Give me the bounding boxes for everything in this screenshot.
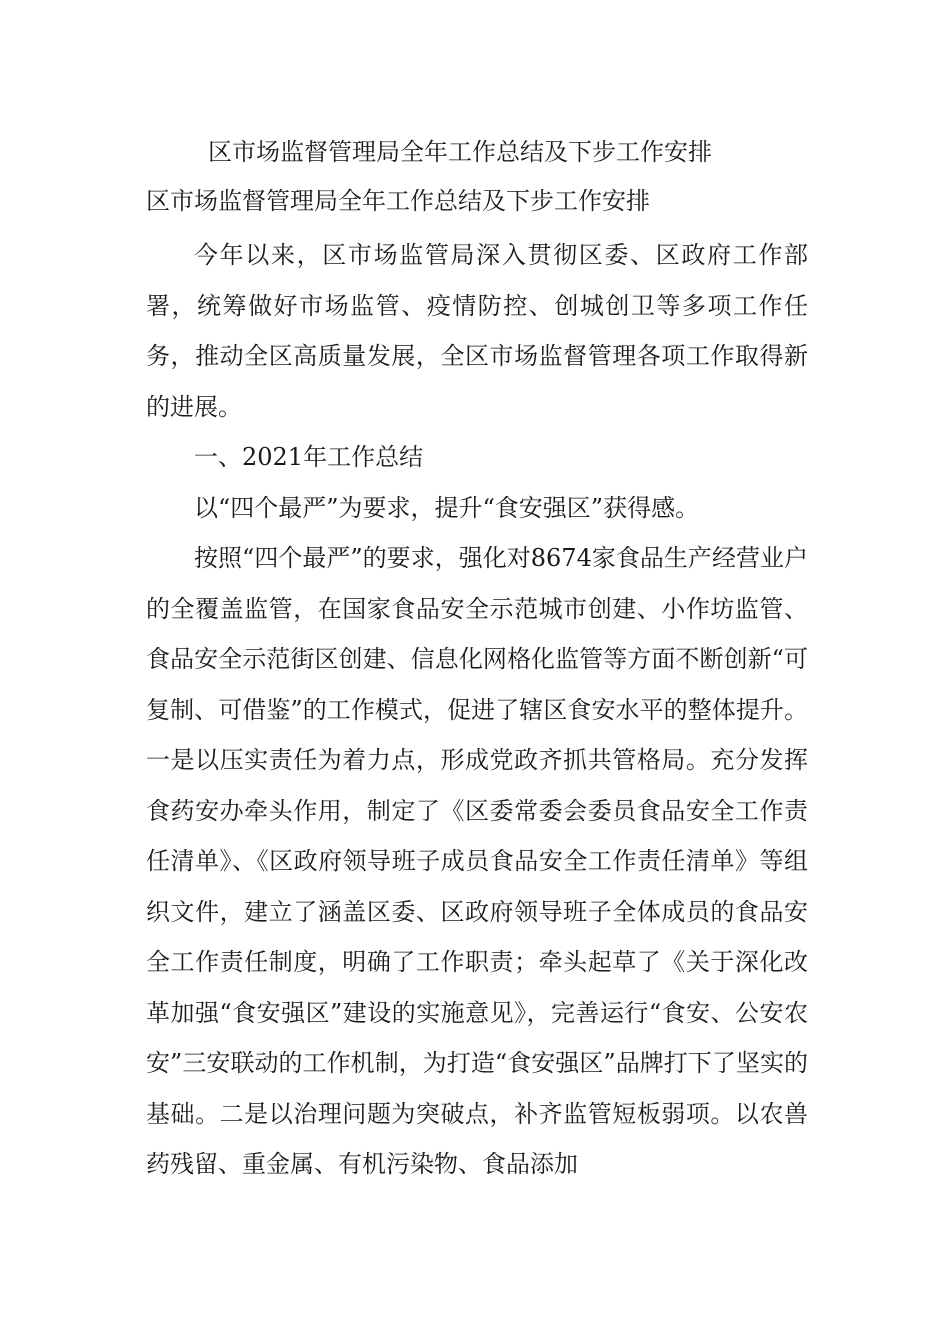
paragraph-body: 按照“四个最严”的要求，强化对8674家食品生产经营业户的全覆盖监管，在国家食品安全示范城市创建、小作坊监管、食品安全示范街区创建、信息化网格化监管等方面不断创新“可复制、可借鉴”的工作模式，促进了辖区食安水平的整体提升。一是以压实责任为着力点，形成党政齐抓共管格局。充分发挥食药安办牵头作用，制定了《区委常委会委员食品安全工作责任清单》、《区政府领导班子成员食品安全工作责任清单》等组织文件，建立了涵盖区委、区政府领导班子全体成员的食品安全工作责任制度，明确了工作职责；牵头起草了《关于深化改革加强“食安强区”建设的实施意见》，完善运行“食安、公安农安”三安联动的工作机制，为打造“食安强区”品牌打下了坚实的基础。二是以治理问题为突破点，补齐监管短板弱项。以农兽药残留、重金属、有机污染物、食品添加 (146, 544, 808, 1178)
document-subtitle: 区市场监督管理局全年工作总结及下步工作安排 (146, 187, 650, 215)
document-title: 区市场监督管理局全年工作总结及下步工作安排 (208, 138, 712, 166)
section-heading: 一、2021年工作总结 (194, 443, 424, 471)
paragraph-intro: 今年以来，区市场监管局深入贯彻区委、区政府工作部署，统筹做好市场监管、疫情防控、创城创卫等多项工作任务，推动全区高质量发展，全区市场监督管理各项工作取得新的进展。 (146, 241, 808, 421)
subsection-heading: 以“四个最严”为要求，提升“食安强区”获得感。 (194, 493, 700, 522)
document-body (146, 230, 808, 1190)
